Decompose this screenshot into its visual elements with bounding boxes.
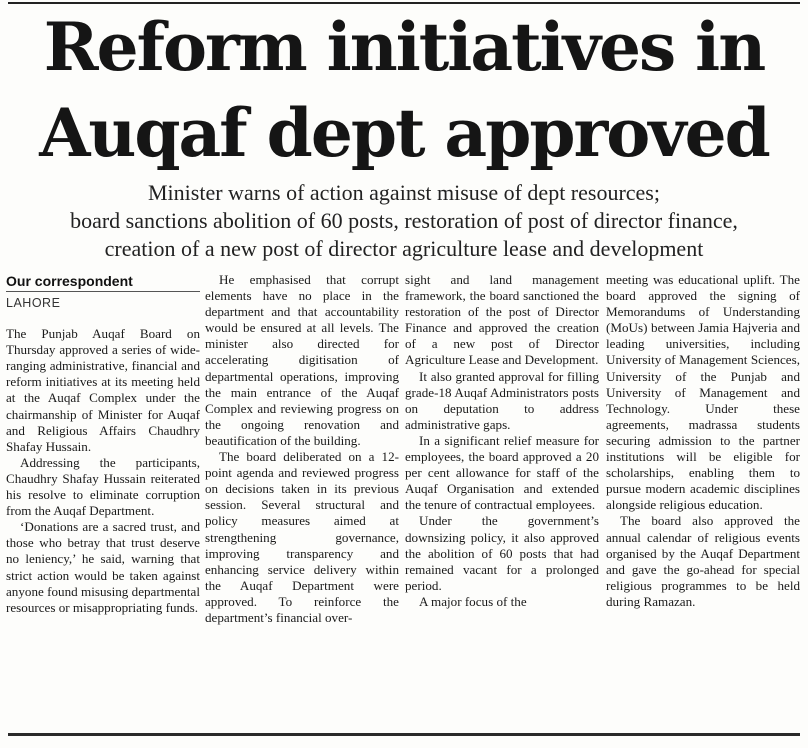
paragraph: sight and land management framework, the board sanctioned the restoration of the post of Director Finance and approved the creation of a new post of Director Agriculture Lease and Development. [405, 272, 599, 368]
subheadline-line-2: board sanctions abolition of 60 posts, restoration of post of director finance, [70, 208, 738, 233]
headline-line-2: Auqaf dept approved [39, 94, 769, 172]
byline-divider [6, 291, 200, 292]
article-column-1 [6, 272, 200, 724]
paragraph: The board deliberated on a 12-point agenda and reviewed progress on decisions taken in its previous session. Several structural and policy measures aimed at strengthening governance, improving transparency and enhancing service delivery within the Auqaf Department were approved. To reinforce the department’s financial over- [205, 449, 399, 625]
paragraph: ‘Donations are a sacred trust, and those who betray that trust deserve no leniency,’ he said, warning that strict action would be taken against anyone found misusing departmental resources or misappropriating funds. [6, 519, 200, 615]
article-column-4 [606, 272, 800, 724]
article-column-2 [205, 272, 399, 724]
subheadline [0, 179, 808, 263]
dateline-location: LAHORE [6, 296, 61, 310]
subheadline-line-1: Minister warns of action against misuse of dept resources; [148, 180, 660, 205]
paragraph: He emphasised that corrupt elements have no place in the department and that accountability would be ensured at all levels. The minister also directed for accelerating digitisation of departmental operations, improving the main entrance of the Auqaf Complex and reviewing progress on the ongoing renovation and beautification of the building. [205, 272, 399, 448]
article-column-3 [405, 272, 599, 724]
headline [0, 4, 808, 176]
paragraph: meeting was educational uplift. The board approved the signing of Memorandums of Understanding (MoUs) between Jamia Hajveria and leading universities, including University of Management Sciences, University of the Punjab and University of Management and Technology. Under these agreements, madrassa students securing admission to the partner institutions will be eligible for scholarships, enabling them to pursue modern academic disciplines alongside religious education. [606, 272, 800, 513]
paragraph: The board also approved the annual calendar of religious events organised by the Auqaf Department and gave the go-ahead for special religious programmes to be held during Ramazan. [606, 513, 800, 609]
paragraph: It also granted approval for filling grade-18 Auqaf Administrators posts on deputation to address administrative gaps. [405, 368, 599, 432]
paragraph: Under the government’s downsizing policy, it also approved the abolition of 60 posts that had remained vacant for a prolonged period. [405, 513, 599, 593]
bottom-rule [8, 733, 800, 736]
headline-line-1: Reform initiatives in [43, 8, 765, 86]
paragraph: A major focus of the [419, 593, 527, 609]
paragraph: In a significant relief measure for employees, the board approved a 20 per cent allowance for staff of the Auqaf Organisation and extended the tenure of contractual employees. [405, 432, 599, 513]
paragraph: The Punjab Auqaf Board on Thursday approved a series of wide-ranging administrative, financial and reform initiatives at its meeting held at the Auqaf Complex under the chairmanship of Minister for Auqaf and Religious Affairs Chaudhry Shafay Hussain. [6, 326, 200, 454]
byline-author: Our correspondent [6, 273, 133, 289]
subheadline-line-3: creation of a new post of director agriculture lease and development [104, 236, 704, 261]
paragraph: Addressing the participants, Chaudhry Shafay Hussain reiterated his resolve to eliminate corruption from the Auqaf Department. [6, 454, 200, 519]
